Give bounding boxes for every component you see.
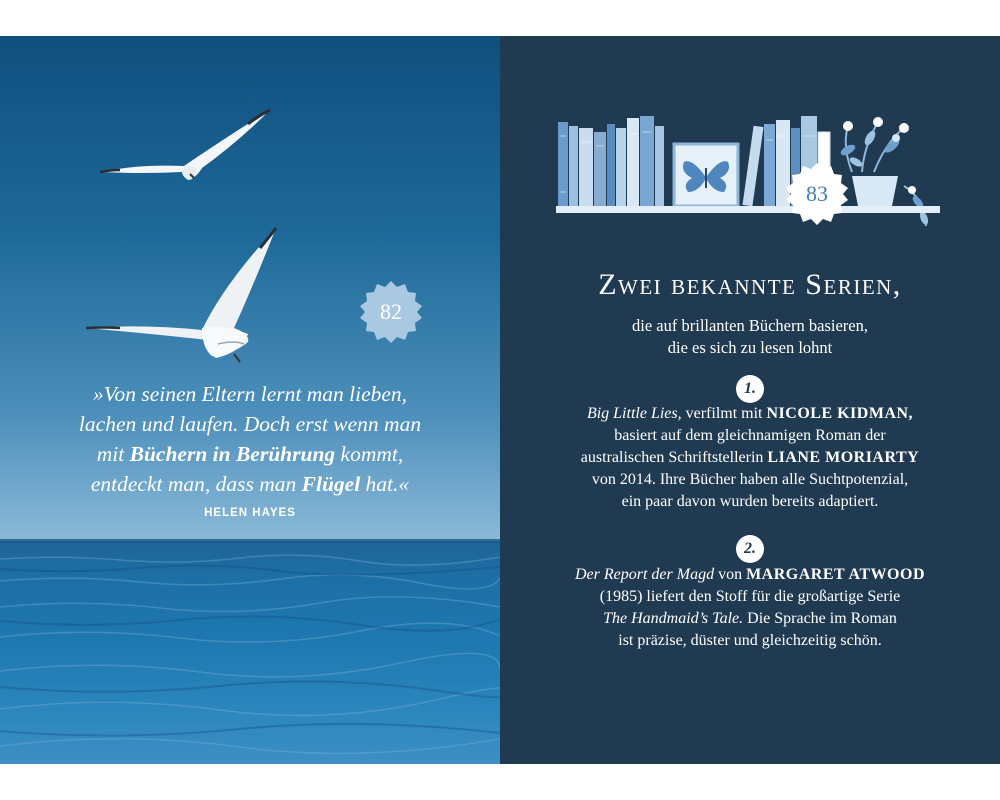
item-2-text: Der Report der Magd von MARGARET ATWOOD (1985) liefert den Stoff für die großartige Serie The Handmaid’s Tale. Die Sprache im Roman ist präzise, düster und gleichzeitig schön. bbox=[574, 566, 925, 649]
right-page bbox=[500, 36, 1000, 764]
page-number-badge bbox=[784, 161, 850, 227]
item-number-badge: 2. bbox=[736, 535, 764, 563]
bookshelf-illustration bbox=[552, 76, 952, 256]
seagull-icon bbox=[98, 106, 274, 188]
page-subtitle: die auf brillanten Büchern basieren, die es sich zu lesen lohnt bbox=[632, 316, 868, 357]
item-number-badge: 1. bbox=[736, 375, 764, 403]
page-number: 83 bbox=[806, 181, 828, 206]
item-1-text: Big Little Lies, verfilmt mit NICOLE KIDMAN, basiert auf dem gleichnamigen Roman der australischen Schriftstellerin LIANE MORIARTY von 2014. Ihre Bücher haben alle Suchtpotenzial, ein paar davon wurden bereits adaptiert. bbox=[580, 405, 920, 510]
sea-image bbox=[0, 541, 500, 764]
left-page bbox=[0, 36, 500, 764]
quote-text: »Von seinen Eltern lernt man lieben, lachen und laufen. Doch erst wenn man mit Büchern in Berührung kommt, entdeckt man, dass man Flügel hat.« bbox=[78, 382, 422, 496]
seagull-icon bbox=[84, 224, 280, 364]
quote-author: HELEN HAYES bbox=[204, 507, 296, 519]
page-number-badge bbox=[358, 279, 424, 345]
waves-texture bbox=[0, 541, 500, 764]
page-title: Zwei bekannte Serien, bbox=[598, 268, 902, 301]
horizon-line bbox=[0, 539, 500, 543]
page-number: 82 bbox=[380, 299, 402, 324]
